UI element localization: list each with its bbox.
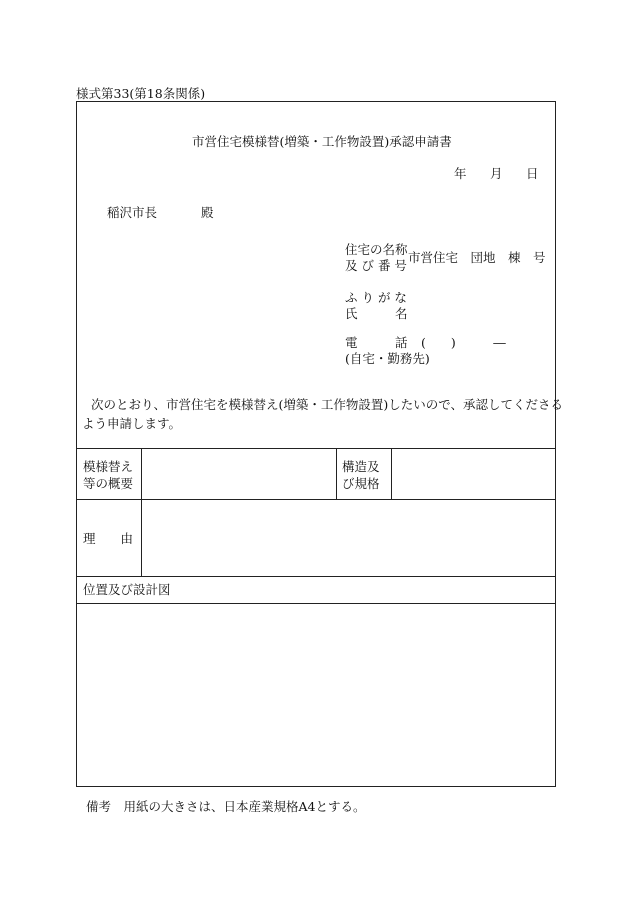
reason-input-area[interactable]	[142, 500, 555, 575]
structure-label-line1: 構造及	[342, 459, 380, 474]
phone-label: 電 話	[345, 335, 408, 350]
form-title: 市営住宅模様替(増築・工作物設置)承認申請書	[192, 134, 452, 149]
body-text-line2: よう申請します。	[82, 416, 182, 431]
form-number: 様式第33(第18条関係)	[76, 86, 206, 101]
date-month: 月	[490, 166, 503, 181]
furigana-label: ふ り が な	[345, 290, 407, 305]
remark-note: 備考 用紙の大きさは、日本産業規格A4とする。	[86, 799, 366, 814]
phone-value: ( ) ―	[421, 335, 506, 350]
summary-label-line2: 等の概要	[83, 476, 134, 491]
summary-label-line1: 模様替え	[83, 459, 134, 474]
phone-note: (自宅・勤務先)	[345, 351, 430, 366]
name-label: 氏 名	[345, 306, 408, 321]
date-day: 日	[526, 166, 539, 181]
application-form-frame	[76, 101, 564, 787]
housing-label-line1: 住宅の名称	[345, 242, 408, 257]
body-text-line1: 次のとおり、市営住宅を模様替え(増築・工作物設置)したいので、承認してくださる	[91, 397, 564, 412]
structure-input-area[interactable]	[392, 449, 555, 498]
reason-row-rule	[77, 576, 555, 577]
structure-label-line2: び規格	[342, 476, 380, 491]
summary-input-area[interactable]	[142, 449, 335, 498]
housing-label-line2: 及 び 番 号	[345, 258, 407, 273]
reason-label: 理 由	[83, 531, 134, 546]
housing-value: 市営住宅 団地 棟 号	[408, 250, 546, 265]
addressee-name: 稲沢市長	[107, 205, 158, 220]
location-label: 位置及び設計図	[83, 582, 171, 597]
structure-left-rule	[336, 448, 337, 499]
addressee-honorific: 殿	[201, 205, 214, 220]
date-year: 年	[454, 166, 467, 181]
location-drawing-area[interactable]	[78, 604, 554, 786]
